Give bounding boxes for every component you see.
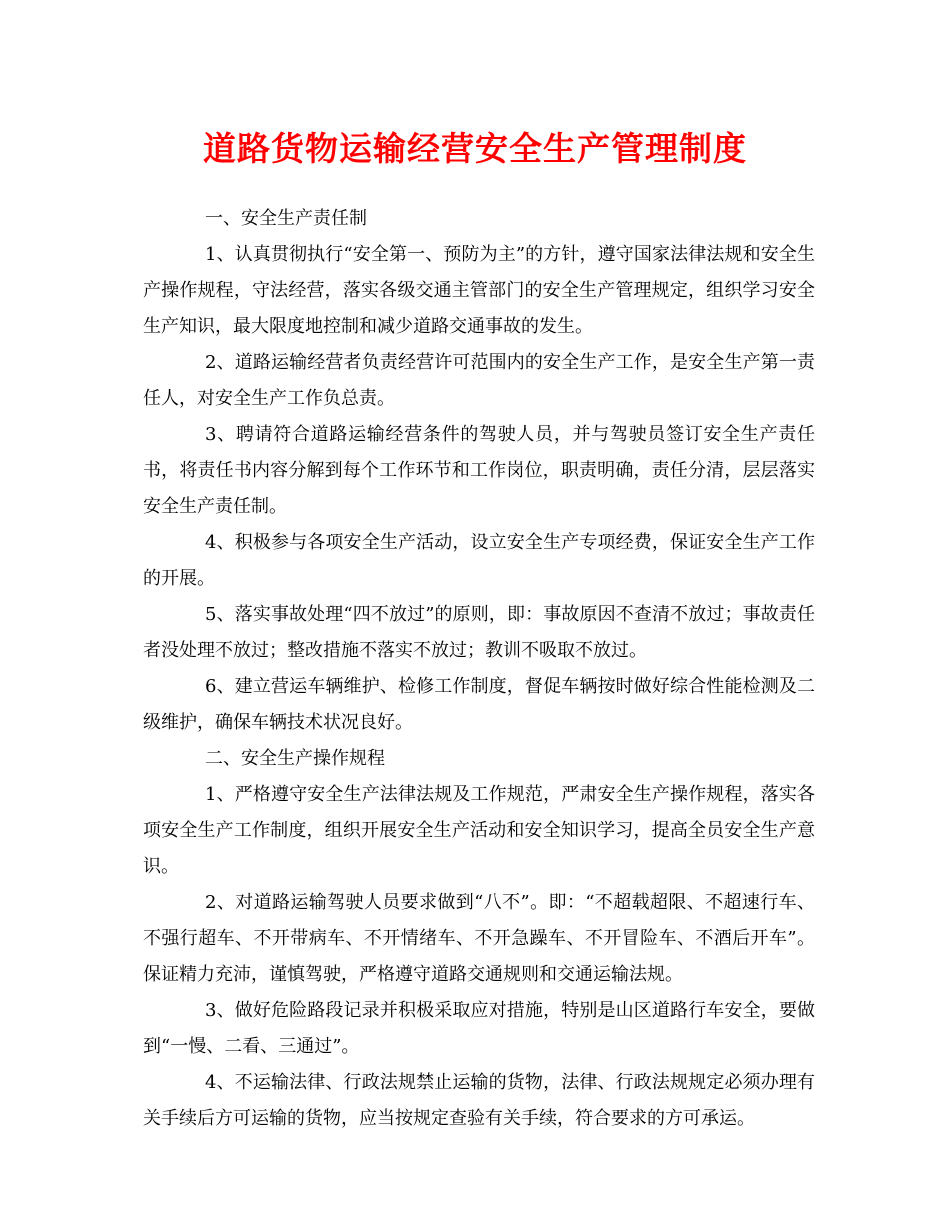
- section-2-paragraph-3: 3、做好危险路段记录并积极采取应对措施，特别是山区道路行车安全，要做到“一慢、二看、三通过”。: [143, 1000, 815, 1057]
- section-1-paragraph-6: 6、建立营运车辆维护、检修工作制度，督促车辆按时做好综合性能检测及二级维护，确保车辆技术状况良好。: [143, 676, 815, 733]
- document-title: 道路货物运输经营安全生产管理制度: [203, 129, 747, 168]
- document-body: [143, 201, 815, 1137]
- section-2-paragraph-4: 4、不运输法律、行政法规禁止运输的货物，法律、行政法规规定必须办理有关手续后方可运输的货物，应当按规定查验有关手续，符合要求的方可承运。: [143, 1072, 815, 1129]
- section-1-paragraph-1: 1、认真贯彻执行“安全第一、预防为主”的方针，遵守国家法律法规和安全生产操作规程，守法经营，落实各级交通主管部门的安全生产管理规定，组织学习安全生产知识，最大限度地控制和减少道路交通事故的发生。: [143, 244, 815, 337]
- section-2-paragraph-1: 1、严格遵守安全生产法律法规及工作规范，严肃安全生产操作规程，落实各项安全生产工作制度，组织开展安全生产活动和安全知识学习，提高全员安全生产意识。: [143, 784, 815, 877]
- section-1-paragraph-4: 4、积极参与各项安全生产活动，设立安全生产专项经费，保证安全生产工作的开展。: [143, 532, 815, 589]
- section-heading-1: 一、安全生产责任制: [205, 208, 367, 229]
- section-1-paragraph-3: 3、聘请符合道路运输经营条件的驾驶人员，并与驾驶员签订安全生产责任书，将责任书内容分解到每个工作环节和工作岗位，职责明确，责任分清，层层落实安全生产责任制。: [143, 424, 815, 517]
- section-1-paragraph-5: 5、落实事故处理“四不放过”的原则，即：事故原因不查清不放过；事故责任者没处理不放过；整改措施不落实不放过；教训不吸取不放过。: [143, 604, 815, 661]
- section-1-paragraph-2: 2、道路运输经营者负责经营许可范围内的安全生产工作，是安全生产第一责任人，对安全生产工作负总责。: [143, 352, 815, 409]
- section-heading-2: 二、安全生产操作规程: [205, 748, 385, 769]
- section-2-paragraph-2: 2、对道路运输驾驶人员要求做到“八不”。即：“不超载超限、不超速行车、不强行超车、不开带病车、不开情绪车、不开急躁车、不开冒险车、不酒后开车”。保证精力充沛，谨慎驾驶，严格遵守道路交通规则和交通运输法规。: [143, 892, 815, 985]
